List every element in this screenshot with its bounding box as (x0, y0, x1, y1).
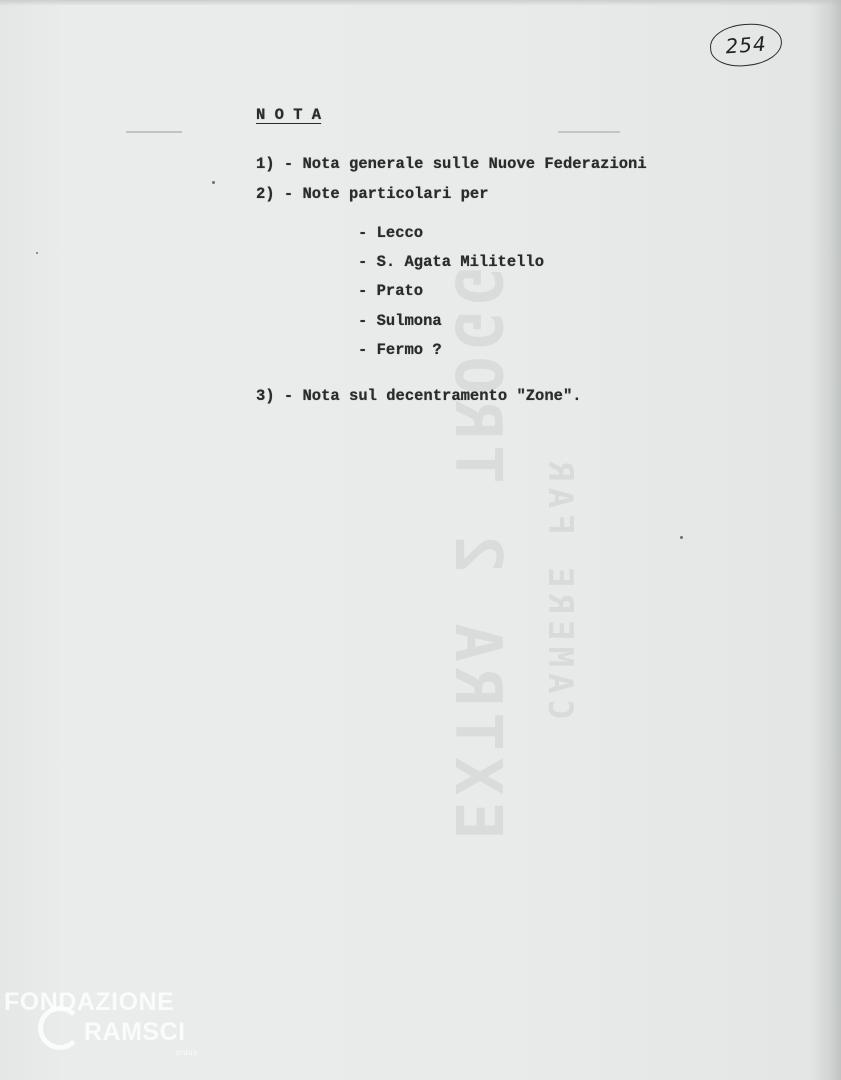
gramsci-g-logo-icon (38, 1006, 82, 1050)
left-faint-rule (126, 131, 182, 133)
list-item: 2) - Note particolari per (256, 185, 489, 203)
right-faint-rule (558, 131, 620, 133)
sub-list-item: - Sulmona (358, 312, 442, 330)
watermark-line-1: FONDAZIONE (4, 988, 175, 1016)
bleed-through-line-2: CAMERE FAR (540, 455, 580, 720)
document-heading: N O T A (256, 106, 322, 124)
page-right-edge (813, 0, 841, 1080)
fondazione-gramsci-watermark (4, 988, 214, 1068)
page-top-edge (0, 0, 841, 6)
list-item: 3) - Nota sul decentramento "Zone". (256, 387, 582, 405)
ink-speck (212, 181, 215, 184)
ink-speck (680, 536, 683, 539)
bleed-through-text (420, 180, 620, 840)
bleed-through-line-1: EXTRA 2 TROGG (440, 261, 514, 840)
watermark-line-2: RAMSCI (84, 1018, 186, 1046)
handwritten-page-number: 254 (709, 22, 784, 69)
sub-list-item: - S. Agata Militello (358, 253, 545, 271)
ink-speck (36, 252, 38, 254)
sub-list-item: - Prato (358, 282, 424, 300)
list-item: 1) - Nota generale sulle Nuove Federazioni (256, 155, 647, 173)
watermark-tag: onlus (176, 1048, 198, 1057)
sub-list-item: - Fermo ? (358, 341, 442, 359)
sub-list-item: - Lecco (358, 224, 424, 242)
